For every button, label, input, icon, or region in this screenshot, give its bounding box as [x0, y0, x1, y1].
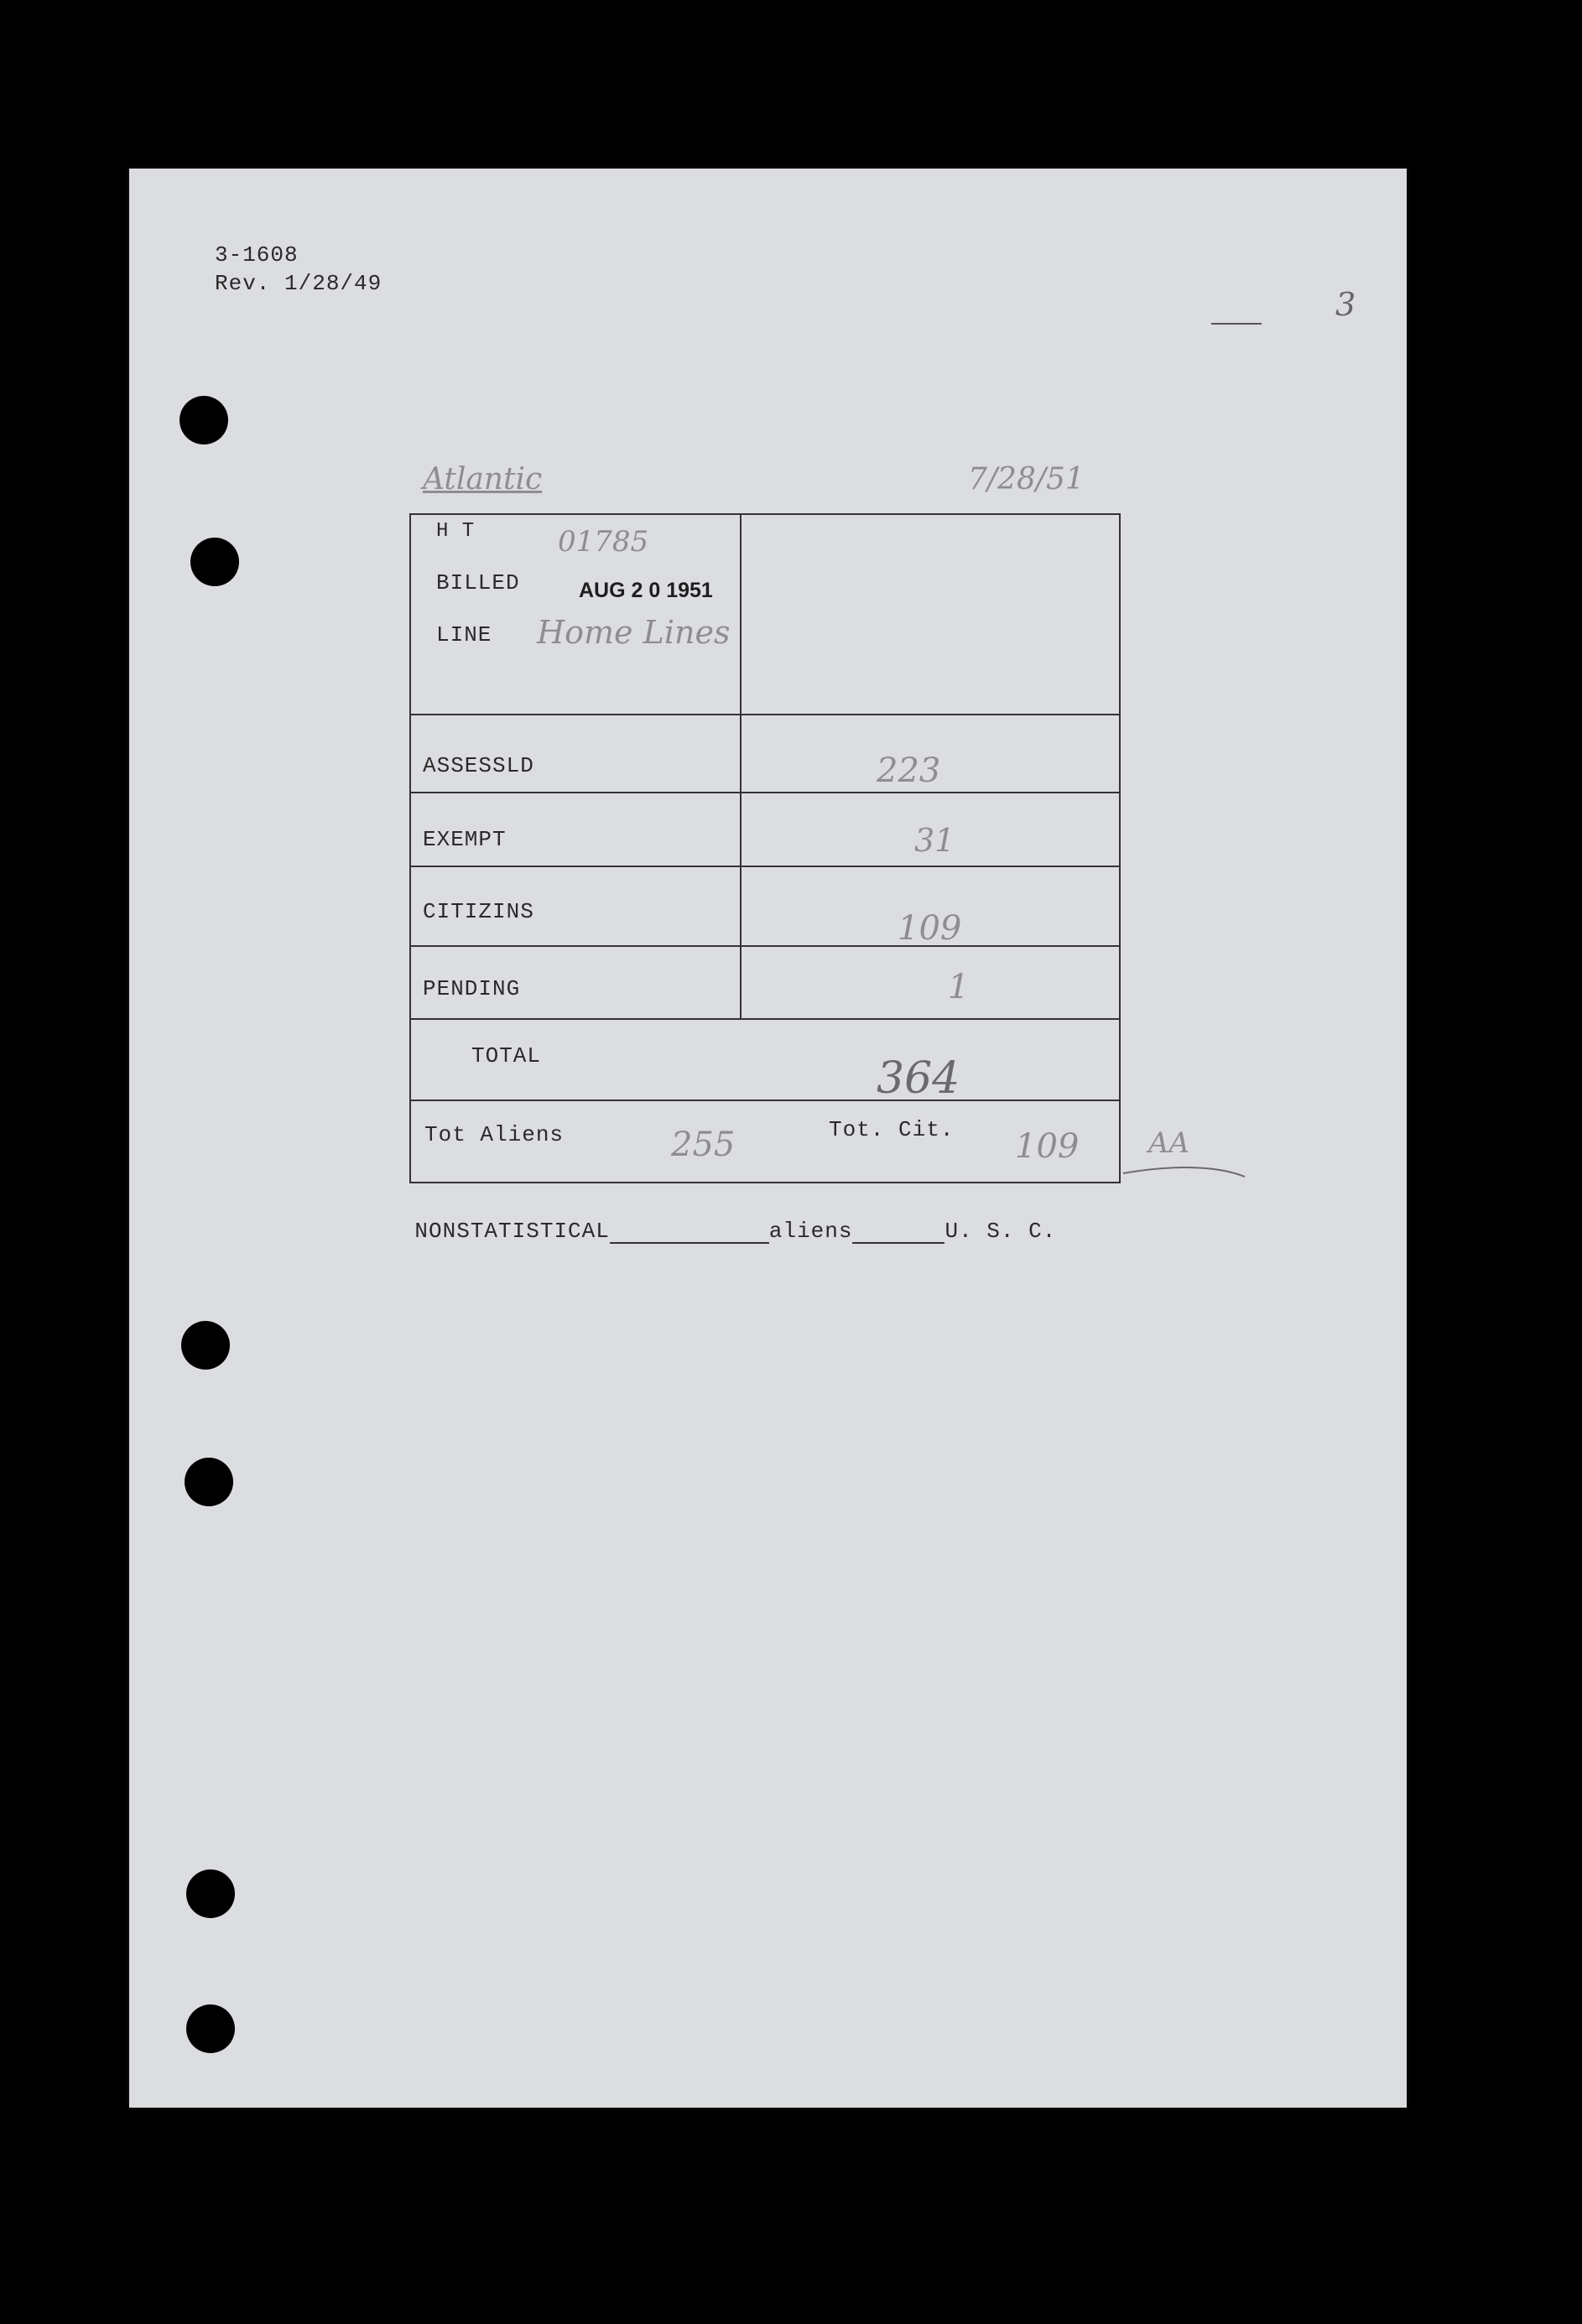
line-label: LINE	[436, 622, 492, 647]
punch-hole	[181, 1321, 230, 1370]
exempt-label: EXEMPT	[423, 827, 507, 852]
nonstatistical-label: NONSTATISTICAL	[414, 1219, 610, 1244]
dash-mark	[1211, 323, 1262, 325]
billed-label: BILLED	[436, 570, 520, 595]
punch-hole	[186, 2004, 235, 2053]
punch-hole	[180, 396, 228, 445]
punch-hole	[190, 538, 239, 586]
form-rule	[411, 945, 1119, 947]
exempt-count: 31	[914, 822, 955, 859]
usc-label: U. S. C.	[945, 1219, 1057, 1244]
punch-hole	[186, 1869, 235, 1918]
shipping-line: Home Lines	[537, 614, 731, 651]
pending-count: 1	[948, 968, 970, 1006]
aliens-blank	[852, 1220, 945, 1244]
form-rule	[411, 792, 1119, 793]
ht-number: 01785	[558, 525, 649, 559]
document-page	[129, 169, 1407, 2108]
initials-flourish	[1119, 1158, 1253, 1183]
citizens-count: 109	[898, 909, 962, 948]
manifest-summary-form	[409, 513, 1121, 1183]
tot-cit-count: 109	[1015, 1127, 1080, 1166]
page-number: 3	[1335, 286, 1356, 323]
form-rule	[411, 866, 1119, 867]
revision-date: Rev. 1/28/49	[215, 271, 382, 296]
form-rule	[411, 714, 1119, 715]
arrival-date: 7/28/51	[968, 462, 1085, 497]
tot-cit-label: Tot. Cit.	[829, 1117, 955, 1142]
form-rule	[411, 1018, 1119, 1020]
pending-label: PENDING	[423, 976, 521, 1001]
citizens-label: CITIZINS	[423, 899, 534, 924]
vessel-name: Atlantic	[423, 462, 543, 497]
form-number: 3-1608	[215, 242, 299, 268]
form-rule	[411, 1100, 1119, 1101]
nonstatistical-blank	[610, 1220, 769, 1244]
aliens-label: aliens	[768, 1219, 853, 1244]
tot-aliens-label: Tot Aliens	[424, 1122, 565, 1147]
total-label: TOTAL	[471, 1043, 542, 1068]
total-count: 364	[877, 1053, 960, 1104]
form-column-rule	[740, 515, 742, 1018]
assessed-count: 223	[877, 751, 941, 790]
tot-aliens-count: 255	[671, 1126, 736, 1164]
assessed-label: ASSESSLD	[423, 753, 534, 778]
nonstatistical-line	[359, 1193, 1056, 1269]
billed-date-stamp: AUG 2 0 1951	[579, 579, 713, 602]
clerk-initials: AA	[1148, 1126, 1190, 1160]
punch-hole	[185, 1458, 233, 1506]
ht-label: H T	[436, 520, 476, 543]
